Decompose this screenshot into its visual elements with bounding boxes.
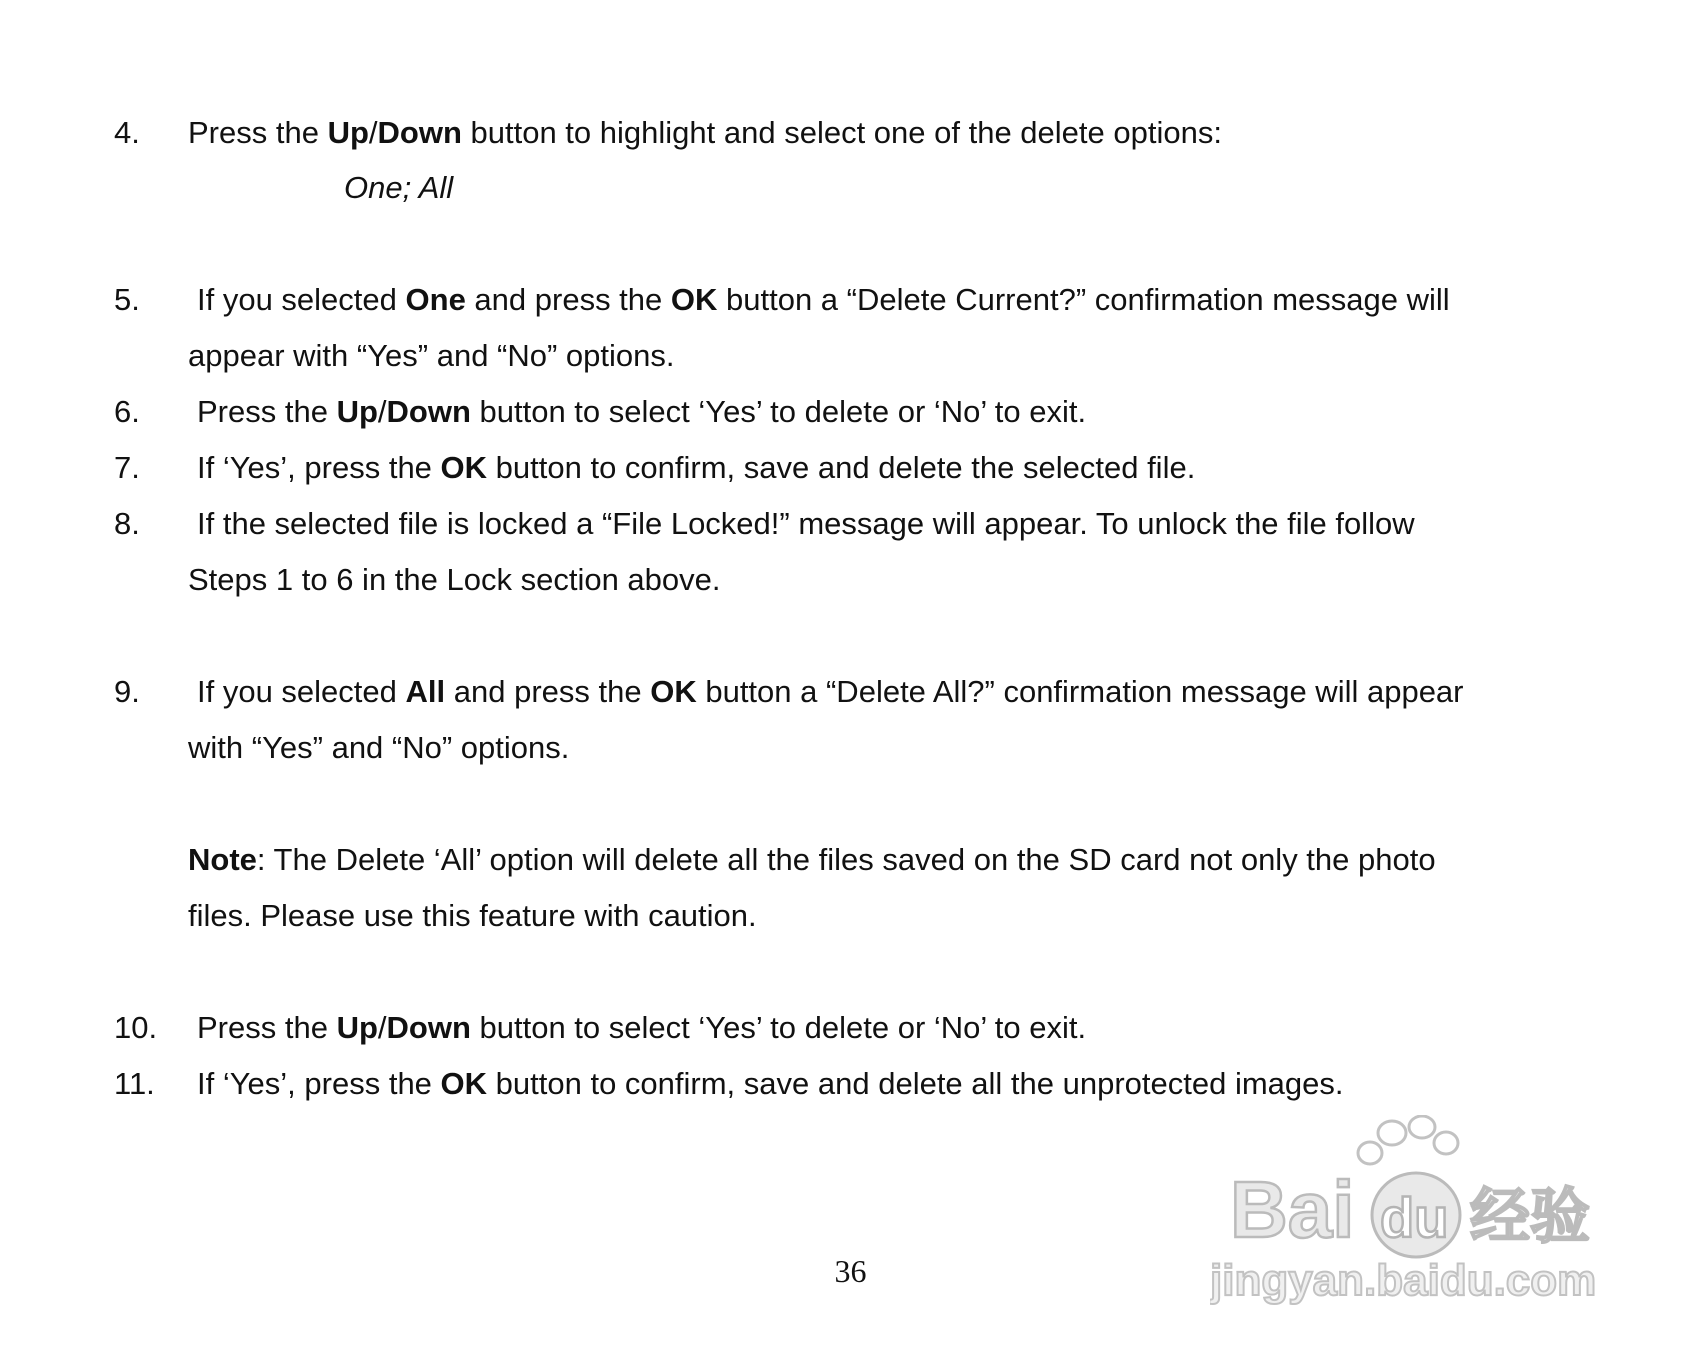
step-number: 5. bbox=[114, 282, 140, 317]
note-text-continued: files. Please use this feature with caution. bbox=[188, 898, 757, 933]
step-number: 8. bbox=[114, 506, 140, 541]
step-number: 7. bbox=[114, 450, 140, 485]
step-text-continued: appear with “Yes” and “No” options. bbox=[188, 338, 675, 373]
step-text-continued: Steps 1 to 6 in the Lock section above. bbox=[188, 562, 721, 597]
svg-text:Bai: Bai bbox=[1230, 1165, 1355, 1254]
step-text: If you selected All and press the OK button a “Delete All?” confirmation message will appear bbox=[197, 674, 1464, 709]
step-number: 11. bbox=[114, 1066, 155, 1101]
svg-text:jingyan.baidu.com: jingyan.baidu.com bbox=[1210, 1256, 1597, 1305]
step-number: 4. bbox=[114, 115, 140, 150]
step-text-continued: with “Yes” and “No” options. bbox=[188, 730, 570, 765]
note-label: Note bbox=[188, 842, 257, 877]
delete-options-text: One; All bbox=[344, 170, 454, 205]
step-text: If ‘Yes’, press the OK button to confirm, save and delete the selected file. bbox=[197, 450, 1196, 485]
note-text: Note: The Delete ‘All’ option will delete all the files saved on the SD card not only the photo bbox=[188, 842, 1436, 877]
step-number: 6. bbox=[114, 394, 140, 429]
step-text: If ‘Yes’, press the OK button to confirm, save and delete all the unprotected images. bbox=[197, 1066, 1344, 1101]
step-text: Press the Up/Down button to highlight and select one of the delete options: bbox=[188, 115, 1222, 150]
step-text: Press the Up/Down button to select ‘Yes’ to delete or ‘No’ to exit. bbox=[197, 1010, 1087, 1045]
step-number: 10. bbox=[114, 1010, 158, 1045]
svg-text:du: du bbox=[1380, 1186, 1449, 1249]
baidu-jingyan-watermark bbox=[1210, 1115, 1630, 1315]
step-text: If you selected One and press the OK button a “Delete Current?” confirmation message will bbox=[197, 282, 1450, 317]
step-text: If the selected file is locked a “File Locked!” message will appear. To unlock the file follow bbox=[197, 506, 1415, 541]
page-number: 36 bbox=[834, 1253, 867, 1289]
step-number: 9. bbox=[114, 674, 140, 709]
step-text: Press the Up/Down button to select ‘Yes’ to delete or ‘No’ to exit. bbox=[197, 394, 1087, 429]
svg-text:经验: 经验 bbox=[1470, 1182, 1590, 1252]
